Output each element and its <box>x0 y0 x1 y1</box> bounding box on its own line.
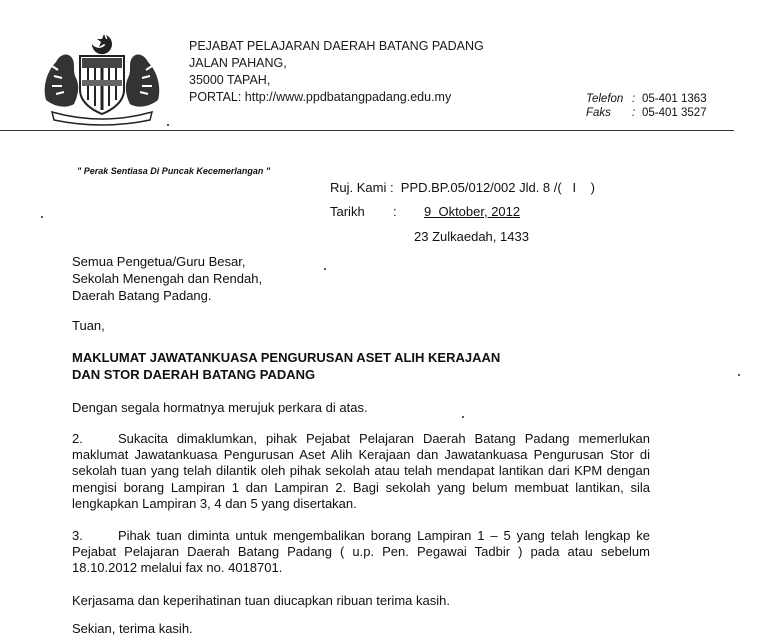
scan-speck <box>41 216 43 218</box>
faks-label: Faks <box>586 107 611 119</box>
faks-colon: : <box>632 107 636 119</box>
motto: " Perak Sentiasa Di Puncak Kecemerlangan " <box>77 166 271 176</box>
paragraph-number: 3. <box>72 528 83 543</box>
telefon-row <box>586 92 707 106</box>
scan-speck <box>738 374 740 376</box>
recipient-line: Sekolah Menengah dan Rendah, <box>72 271 263 286</box>
paragraph-2 <box>72 431 650 512</box>
subject-line-1: MAKLUMAT JAWATANKUASA PENGURUSAN ASET ALIH KERAJAAN <box>72 350 501 365</box>
subject-line-2: DAN STOR DAERAH BATANG PADANG <box>72 367 316 382</box>
salutation: Tuan, <box>72 318 105 333</box>
closing-sentence: Kerjasama dan keperihatinan tuan diucapkan ribuan terima kasih. <box>72 593 450 608</box>
paragraph-number: 2. <box>72 431 83 446</box>
recipient-line: Semua Pengetua/Guru Besar, <box>72 254 246 269</box>
subject-heading <box>72 349 500 383</box>
recipient-address <box>72 253 262 304</box>
office-postcode: 35000 TAPAH, <box>189 73 271 87</box>
telefon-value: 05-401 1363 <box>642 93 707 105</box>
scan-speck <box>462 416 464 418</box>
contact-block <box>586 92 707 120</box>
office-street: JALAN PAHANG, <box>189 56 287 70</box>
sign-off: Sekian, terima kasih. <box>72 621 193 636</box>
date-value: 9 Oktober, 2012 <box>424 204 521 219</box>
paragraph-3 <box>72 528 650 577</box>
scan-speck <box>167 124 169 126</box>
jata-negara-crest-icon <box>38 30 166 126</box>
office-name: PEJABAT PELAJARAN DAERAH BATANG PADANG <box>189 39 484 53</box>
hijri-date: 23 Zulkaedah, 1433 <box>414 229 529 244</box>
scan-speck <box>324 268 326 270</box>
faks-row <box>586 106 707 120</box>
paragraph-text: Pihak tuan diminta untuk mengembalikan borang Lampiran 1 – 5 yang telah lengkap ke Pejabat Pelajaran Daerah Batang Padang ( u.p. Pen. Pegawai Tadbir ) pada atau sebelum 18.10.2012 melalui fax no. 4018701. <box>72 528 650 576</box>
recipient-line: Daerah Batang Padang. <box>72 288 212 303</box>
date-label: Tarikh <box>330 204 365 219</box>
telefon-colon: : <box>632 93 636 105</box>
telefon-label: Telefon <box>586 93 624 105</box>
date-colon: : <box>393 204 397 219</box>
office-address <box>189 38 484 106</box>
opening-sentence: Dengan segala hormatnya merujuk perkara di atas. <box>72 400 368 415</box>
office-portal: PORTAL: http://www.ppdbatangpadang.edu.my <box>189 90 452 104</box>
header-divider <box>0 130 734 131</box>
paragraph-text: Sukacita dimaklumkan, pihak Pejabat Pelajaran Daerah Batang Padang memerlukan maklumat Jawatankuasa Pengurusan Aset Alih Kerajaan dan Jawatankuasa Pengurusan Stor di sekolah tuan yang telah dilantik oleh pihak sekolah atau telah mendapat lantikan dari KPM dengan mengisi borang Lampiran 1 dan Lampiran 2. Bagi sekolah yang belum membuat lantikan, sila lengkapkan Lampiran 3, 4 dan 5 yang disertakan. <box>72 431 650 511</box>
reference-number: Ruj. Kami : PPD.BP.05/012/002 Jld. 8 /( I ) <box>330 180 595 195</box>
faks-value: 05-401 3527 <box>642 107 707 119</box>
